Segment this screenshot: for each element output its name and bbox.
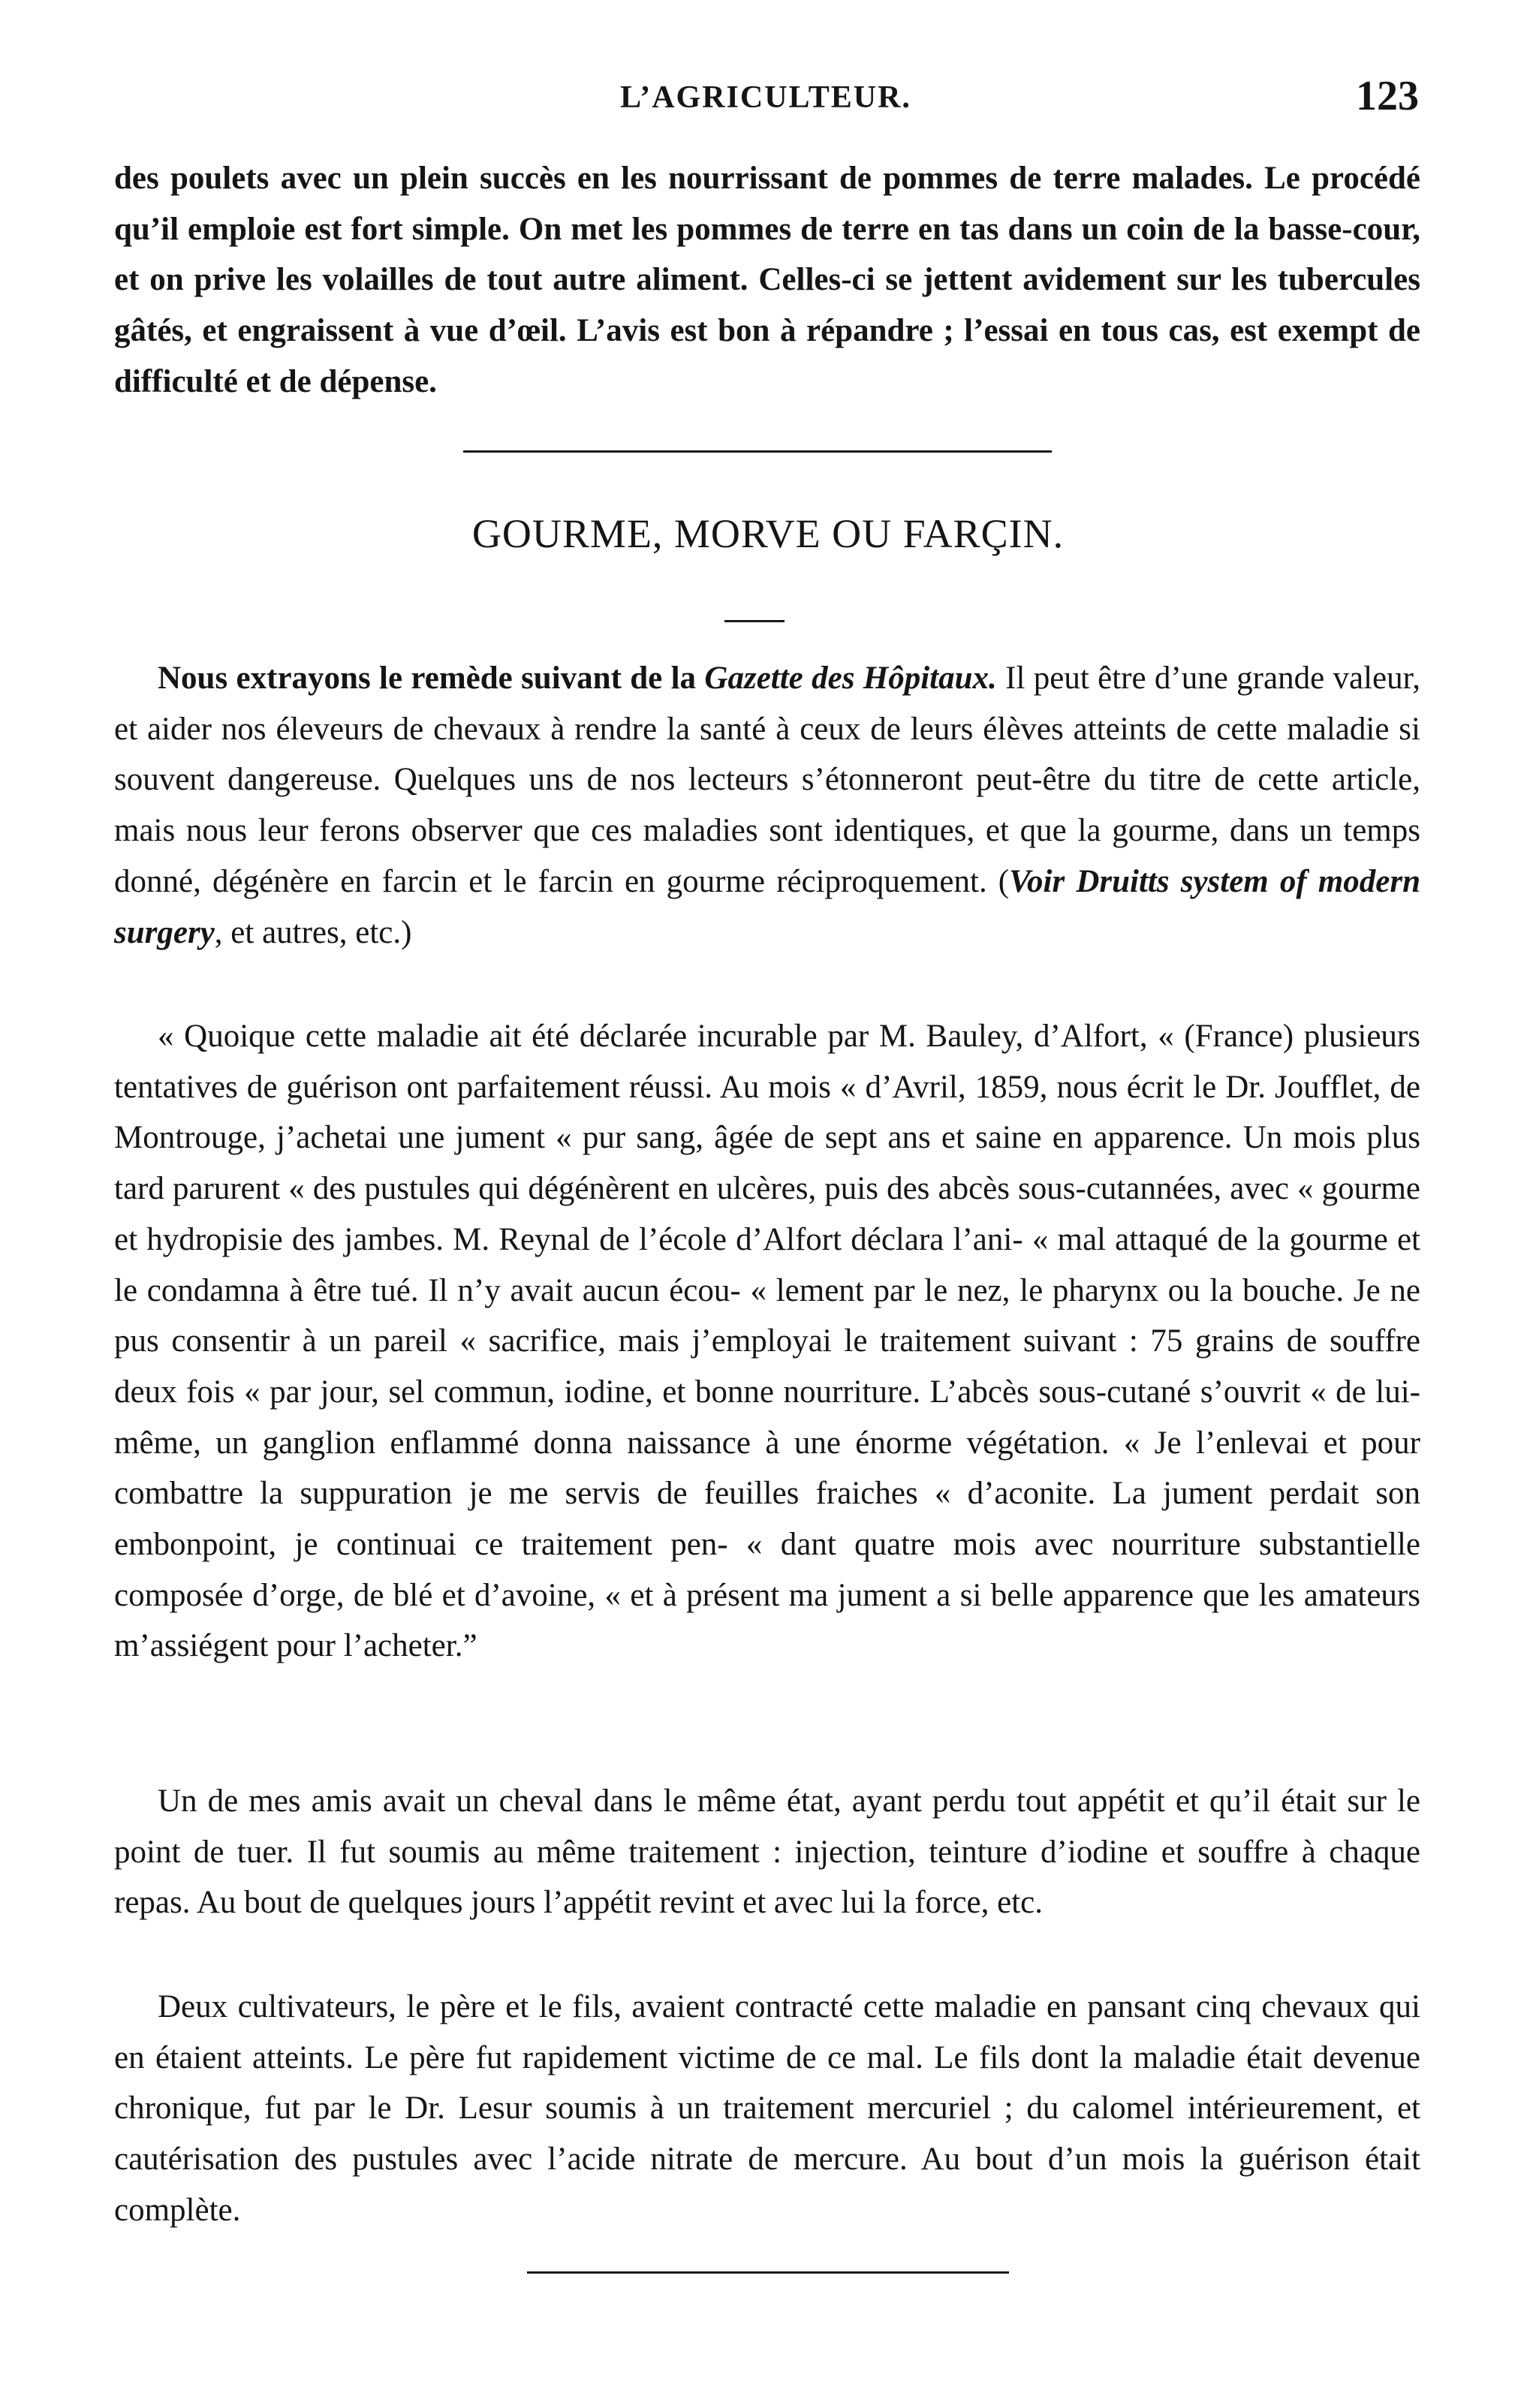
quoted-letter: « Quoique cette maladie ait été déclarée incurable par M. Bauley, d’Alfort, « (France) plusieurs tentatives de guérison ont parfaitement réussi. Au mois « d’Avril, 1859, nous écrit le Dr. Joufflet, de Montrouge, j’achetai une jument « pur sang, âgée de sept ans et saine en apparence. Un mois plus tard parurent « des pustules qui dégénèrent en ulcères, puis des abcès sous-cutannées, avec « gourme et hydropisie des jambes. M. Reynal de l’école d’Alfort déclara l’ani- « mal attaqué de la gourme et le condamna à être tué. Il n’y avait aucun écou- « lement par le nez, le pharynx ou la bouche. Je ne pus consentir à un pareil « sacrifice, mais j’employai le traitement suivant : 75 grains de souffre deux fois « par jour, sel commun, iodine, et bonne nourriture. L’abcès sous-cutané s’ouvrit « de lui-même, un ganglion enflammé donna naissance à une énorme végétation. « Je l’enlevai et pour combattre la suppuration je me servis de feuilles fraiches « d’aconite. La jument perdait son embonpoint, je continuai ce traitement pen- « dant quatre mois avec nourriture substantielle composée d’orge, de blé et d’avoine, « et à présent ma jument a si belle apparence que les amateurs m’assiégent pour l’acheter.” xyxy=(114,1019,1420,1664)
intro-paragraph: des poulets avec un plein succès en les nourrissant de pommes de terre malades. Le procédé qu’il emploie est fort simple. On met les pommes de terre en tas dans un coin de la basse-cour, et on prive les volailles de tout autre aliment. Celles-ci se jettent avidement sur les tubercules gâtés, et engraissent à vue d’œil. L’avis est bon à répandre ; l’essai en tous cas, est exempt de difficulté et de dépense. xyxy=(114,161,1420,399)
section-divider xyxy=(463,450,1052,453)
heading-underline xyxy=(724,620,785,622)
running-title: L’AGRICULTEUR. xyxy=(620,80,911,115)
lead-text-2: Il peut être d’une grande valeur, et aider nos éleveurs de chevaux à rendre la santé à ceux de leurs élèves atteints de cette maladie si souvent dangereuse. Quelques uns de nos lecteurs s’étonneront peut-être du titre de cette article, mais nous leur ferons observer que ces maladies sont identiques, et que la gourme, dans un temps donné, dégénère en farcin et le farcin en gourme réciproquement. ( xyxy=(114,661,1420,899)
friend-paragraph: Un de mes amis avait un cheval dans le même état, ayant perdu tout appétit et qu’il était sur le point de tuer. Il fut soumis au même traitement : injection, teinture d’iodine et souffre à chaque repas. Au bout de quelques jours l’appétit revint et avec lui la force, etc. xyxy=(114,1783,1420,1921)
page-number: 123 xyxy=(1356,73,1419,119)
article-lead-paragraph xyxy=(114,653,1420,958)
lead-text-3: , et autres, etc.) xyxy=(214,914,412,950)
reference-citation: Voir Druitts system of modern surgery xyxy=(114,863,1420,950)
source-citation: Gazette des Hôpitaux. xyxy=(704,661,997,696)
article-heading: GOURME, MORVE OU FARÇIN. xyxy=(471,511,1065,556)
end-divider xyxy=(527,2271,1009,2274)
lead-text-1: Nous extrayons le remède suivant de la xyxy=(158,661,705,696)
running-head xyxy=(113,72,1419,132)
farmers-paragraph: Deux cultivateurs, le père et le fils, avaient contracté cette maladie en pansant cinq chevaux qui en étaient atteints. Le père fut rapidement victime de ce mal. Le fils dont la maladie était devenue chronique, fut par le Dr. Lesur soumis à un traitement mercuriel ; du calomel intérieurement, et cautérisation des pustules avec l’acide nitrate de mercure. Au bout d’un mois la guérison était complète. xyxy=(114,1989,1420,2228)
